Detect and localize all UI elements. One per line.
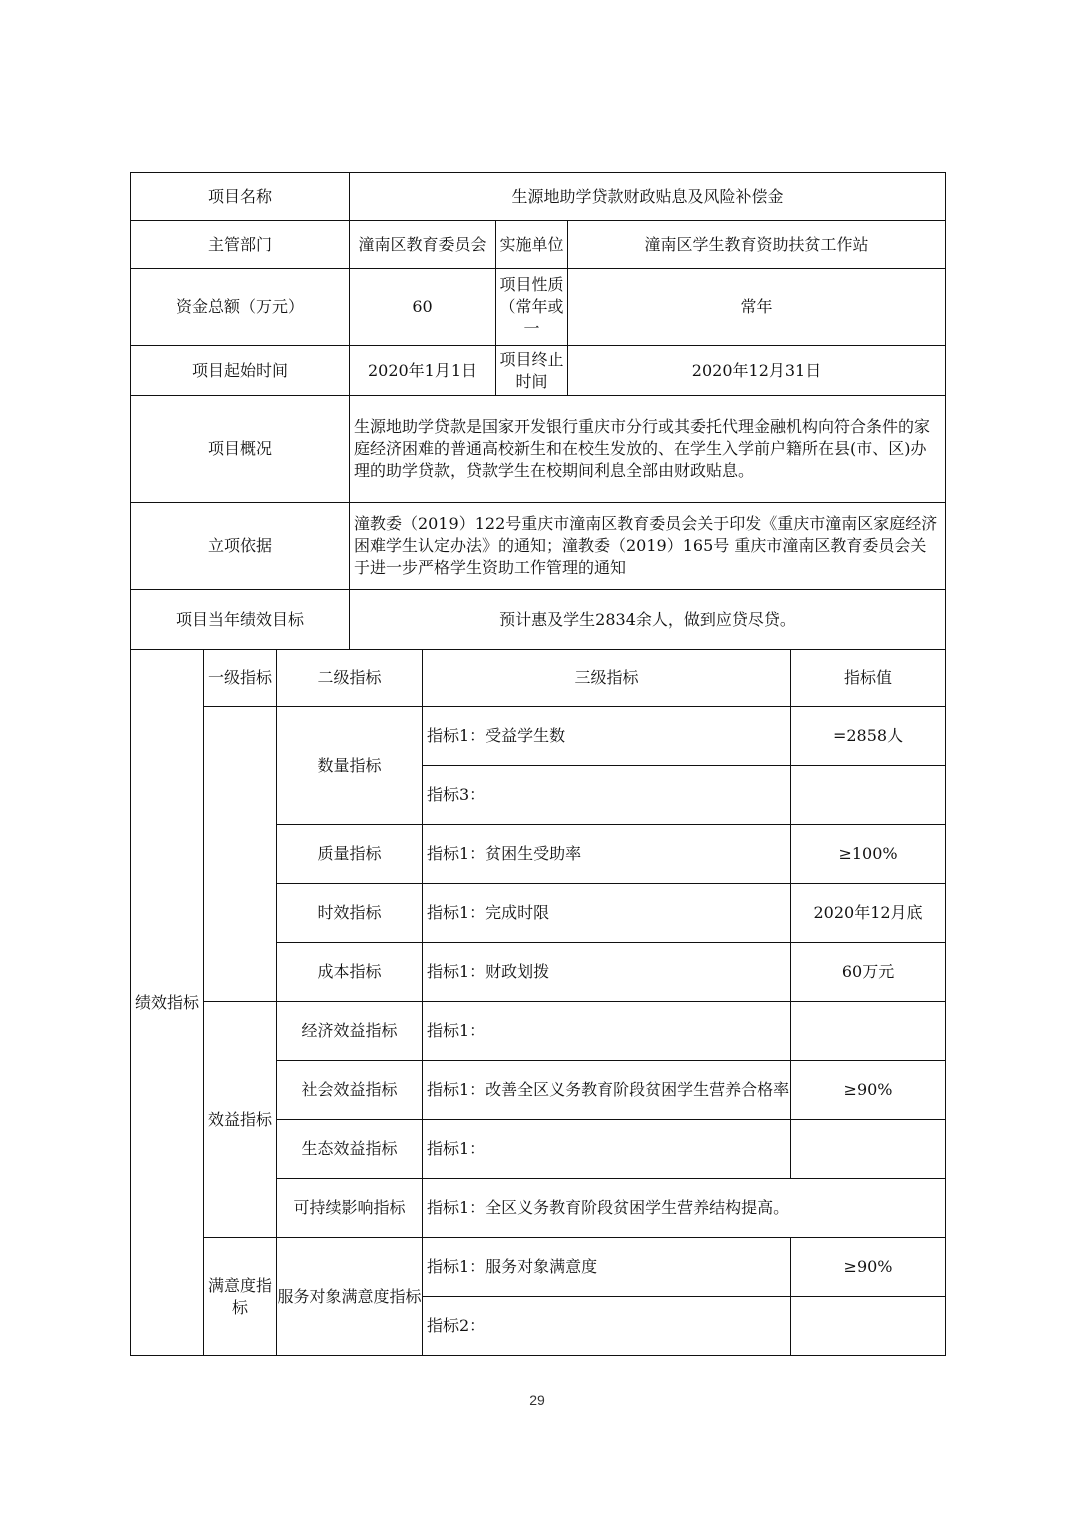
row-overview bbox=[131, 396, 946, 503]
start-label: 项目起始时间 bbox=[131, 346, 350, 396]
table-row bbox=[131, 1002, 946, 1061]
project-name: 生源地助学贷款财政贴息及风险补偿金 bbox=[350, 173, 946, 221]
value-cell: 2020年12月底 bbox=[791, 884, 946, 943]
level2-cell: 数量指标 bbox=[277, 707, 423, 825]
level2-cell: 质量指标 bbox=[277, 825, 423, 884]
row-fund bbox=[131, 269, 946, 346]
level3-cell: 指标1：改善全区义务教育阶段贫困学生营养合格率 bbox=[423, 1061, 791, 1120]
value-cell bbox=[791, 1120, 946, 1179]
end-date: 2020年12月31日 bbox=[568, 346, 946, 396]
fund-label: 资金总额（万元） bbox=[131, 269, 350, 346]
level3-cell: 指标1：完成时限 bbox=[423, 884, 791, 943]
fund: 60 bbox=[350, 269, 496, 346]
level3-cell: 指标1：贫困生受助率 bbox=[423, 825, 791, 884]
indicator-section-label: 绩效指标 bbox=[131, 650, 204, 1356]
goal: 预计惠及学生2834余人，做到应贷尽贷。 bbox=[350, 590, 946, 650]
row-dept bbox=[131, 221, 946, 269]
level2-cell: 时效指标 bbox=[277, 884, 423, 943]
value-cell: ≥90% bbox=[791, 1238, 946, 1297]
level3-cell: 指标1： bbox=[423, 1002, 791, 1061]
overview-label: 项目概况 bbox=[131, 396, 350, 503]
level3-cell: 指标3： bbox=[423, 766, 791, 825]
overview: 生源地助学贷款是国家开发银行重庆市分行或其委托代理金融机构向符合条件的家庭经济困难的普通高校新生和在校生发放的、在学生入学前户籍所在县(市、区)办理的助学贷款，贷款学生在校期间利息全部由财政贴息。 bbox=[350, 396, 946, 503]
row-indicator-header bbox=[131, 650, 946, 707]
basis: 潼教委（2019）122号重庆市潼南区教育委员会关于印发《重庆市潼南区家庭经济困难学生认定办法》的通知；潼教委（2019）165号 重庆市潼南区教育委员会关于进一步严格学生资助工作管理的通知 bbox=[350, 503, 946, 590]
level3-cell: 指标2： bbox=[423, 1297, 791, 1356]
nature-label: 项目性质（常年或一 bbox=[496, 269, 568, 346]
level2-cell: 可持续影响指标 bbox=[277, 1179, 423, 1238]
impl-unit-label: 实施单位 bbox=[496, 221, 568, 269]
basis-label: 立项依据 bbox=[131, 503, 350, 590]
value-cell: ≥100% bbox=[791, 825, 946, 884]
level3-cell: 指标1：服务对象满意度 bbox=[423, 1238, 791, 1297]
project-name-label: 项目名称 bbox=[131, 173, 350, 221]
level3-cell: 指标1：全区义务教育阶段贫困学生营养结构提高。 bbox=[423, 1179, 946, 1238]
col-level2: 二级指标 bbox=[277, 650, 423, 707]
level3-cell: 指标1：财政划拨 bbox=[423, 943, 791, 1002]
value-cell: ≥90% bbox=[791, 1061, 946, 1120]
row-time bbox=[131, 346, 946, 396]
end-label: 项目终止时间 bbox=[496, 346, 568, 396]
impl-unit: 潼南区学生教育资助扶贫工作站 bbox=[568, 221, 946, 269]
col-level1: 一级指标 bbox=[204, 650, 277, 707]
start-date: 2020年1月1日 bbox=[350, 346, 496, 396]
level3-cell: 指标1： bbox=[423, 1120, 791, 1179]
table-row bbox=[131, 1238, 946, 1297]
dept-label: 主管部门 bbox=[131, 221, 350, 269]
value-cell bbox=[791, 1297, 946, 1356]
level2-cell: 社会效益指标 bbox=[277, 1061, 423, 1120]
level1-cell: 效益指标 bbox=[204, 1002, 277, 1238]
level2-cell: 生态效益指标 bbox=[277, 1120, 423, 1179]
value-cell: 60万元 bbox=[791, 943, 946, 1002]
nature: 常年 bbox=[568, 269, 946, 346]
level2-cell: 服务对象满意度指标 bbox=[277, 1238, 423, 1356]
performance-table bbox=[130, 172, 946, 1356]
level1-cell bbox=[204, 707, 277, 1002]
value-cell bbox=[791, 1002, 946, 1061]
value-cell bbox=[791, 766, 946, 825]
row-goal bbox=[131, 590, 946, 650]
row-project-name bbox=[131, 173, 946, 221]
col-level3: 三级指标 bbox=[423, 650, 791, 707]
table-row bbox=[131, 707, 946, 766]
level2-cell: 经济效益指标 bbox=[277, 1002, 423, 1061]
level2-cell: 成本指标 bbox=[277, 943, 423, 1002]
value-cell: =2858人 bbox=[791, 707, 946, 766]
level1-cell: 满意度指标 bbox=[204, 1238, 277, 1356]
goal-label: 项目当年绩效目标 bbox=[131, 590, 350, 650]
row-basis bbox=[131, 503, 946, 590]
page-number: 29 bbox=[529, 1392, 545, 1408]
col-value: 指标值 bbox=[791, 650, 946, 707]
dept: 潼南区教育委员会 bbox=[350, 221, 496, 269]
level3-cell: 指标1：受益学生数 bbox=[423, 707, 791, 766]
